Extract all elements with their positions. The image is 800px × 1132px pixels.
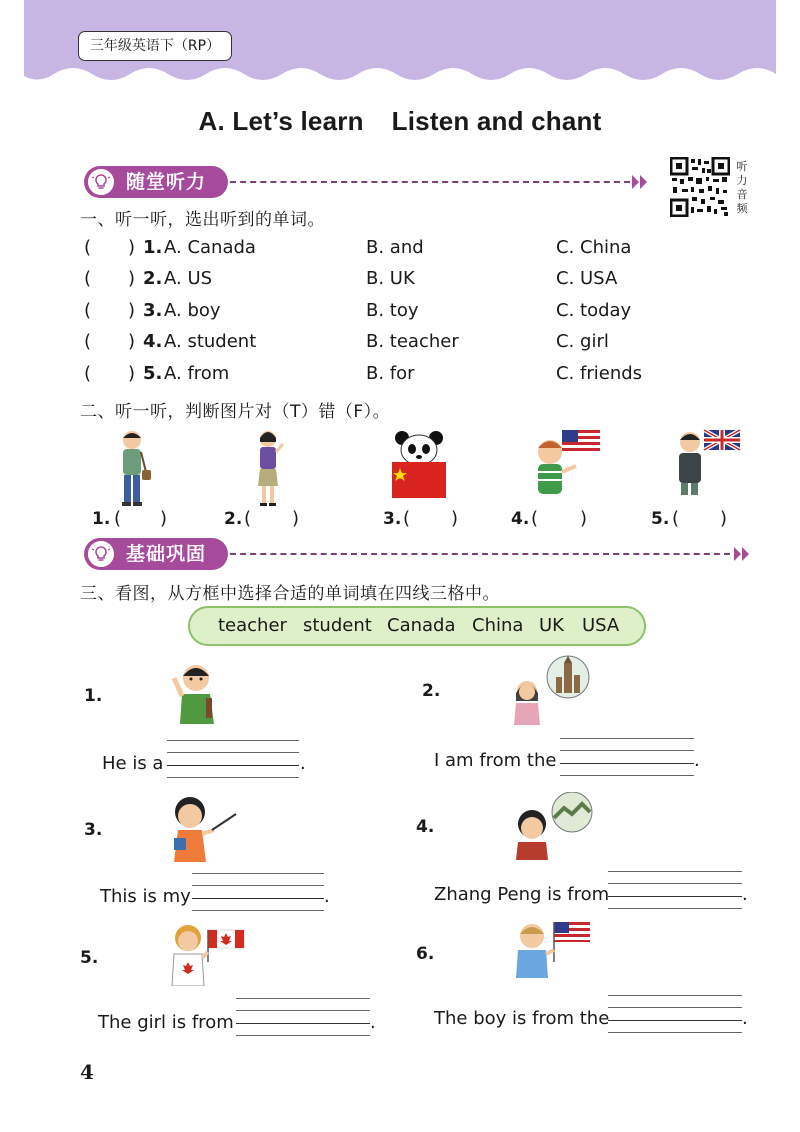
word-bank-item[interactable]: China: [472, 615, 524, 636]
page-number: 4: [80, 1060, 94, 1084]
item-number: 4.: [416, 817, 435, 837]
q1-title: 一、听一听，选出听到的单词。: [80, 210, 325, 230]
list-item: ( ) 4. A. student B. teacher C. girl: [84, 331, 609, 352]
double-arrow-icon: [630, 172, 650, 192]
list-item: ( ) 2. A. US B. UK C. USA: [84, 268, 618, 289]
word-bank-item[interactable]: student: [303, 615, 372, 636]
boy-usa-flag-illustration: [514, 918, 592, 984]
woman-teacher-illustration: [252, 428, 288, 510]
qr-caption: 听 力 音 频: [736, 160, 748, 215]
qr-code-icon[interactable]: [670, 157, 730, 217]
word-bank: [188, 606, 646, 646]
word-bank-item[interactable]: UK: [539, 615, 564, 636]
section-banner-listening: [84, 166, 664, 198]
girl-big-ben-illustration: [512, 655, 590, 725]
item-number: 6.: [416, 944, 435, 964]
writing-lines[interactable]: [608, 871, 742, 909]
sentence-3: This is my: [100, 886, 191, 907]
writing-lines[interactable]: [167, 740, 299, 778]
list-item: ( ) 5. A. from B. for C. friends: [84, 363, 643, 384]
item-number: 1.: [84, 686, 103, 706]
item-number: 5.: [80, 948, 99, 968]
teacher-pointer-illustration: [168, 790, 238, 862]
list-item: ( ) 1. A. Canada B. and C. China: [84, 237, 632, 258]
panda-china-flag-illustration: [390, 430, 448, 500]
sentence-5: The girl is from: [98, 1012, 234, 1033]
boy-usa-flag-illustration: [528, 428, 604, 498]
sentence-1: He is a: [102, 753, 164, 774]
section-banner-basics: [84, 538, 752, 570]
word-bank-item[interactable]: teacher: [218, 615, 287, 636]
grade-tag: 三年级英语下（RP）: [78, 31, 232, 61]
list-item: ( ) 3. A. boy B. toy C. today: [84, 300, 632, 321]
title-right: Listen and chant: [391, 106, 602, 136]
writing-lines[interactable]: [236, 998, 370, 1036]
lightbulb-icon: [88, 541, 114, 567]
item-number: 2.: [422, 681, 441, 701]
writing-lines[interactable]: [192, 873, 324, 911]
banner-label: 基础巩固: [126, 543, 207, 565]
q2-title: 二、听一听，判断图片对（T）错（F）。: [80, 402, 391, 422]
writing-lines[interactable]: [608, 995, 742, 1033]
banner-label: 随堂听力: [126, 171, 207, 193]
girl-canada-flag-illustration: [168, 922, 248, 986]
double-arrow-icon: [732, 544, 752, 564]
boy-student-illustration: [170, 658, 218, 724]
q2-answers: 1. ( ) 2. ( ) 3. ( ) 4. ( ) 5. ( ): [92, 508, 728, 529]
boy-with-bag-illustration: [112, 428, 154, 510]
page-title: [0, 106, 800, 137]
item-number: 3.: [84, 820, 103, 840]
writing-lines[interactable]: [560, 738, 694, 776]
q3-title: 三、看图，从方框中选择合适的单词填在四线三格中。: [80, 584, 500, 604]
title-left: A. Let’s learn: [198, 106, 364, 136]
boy-great-wall-illustration: [510, 792, 596, 860]
word-bank-item[interactable]: Canada: [387, 615, 456, 636]
sentence-6: The boy is from the: [434, 1008, 610, 1029]
sentence-4: Zhang Peng is from: [434, 884, 610, 905]
boy-uk-flag-illustration: [674, 428, 742, 498]
word-bank-item[interactable]: USA: [582, 615, 620, 636]
sentence-2: I am from the: [434, 750, 557, 771]
lightbulb-icon: [88, 169, 114, 195]
